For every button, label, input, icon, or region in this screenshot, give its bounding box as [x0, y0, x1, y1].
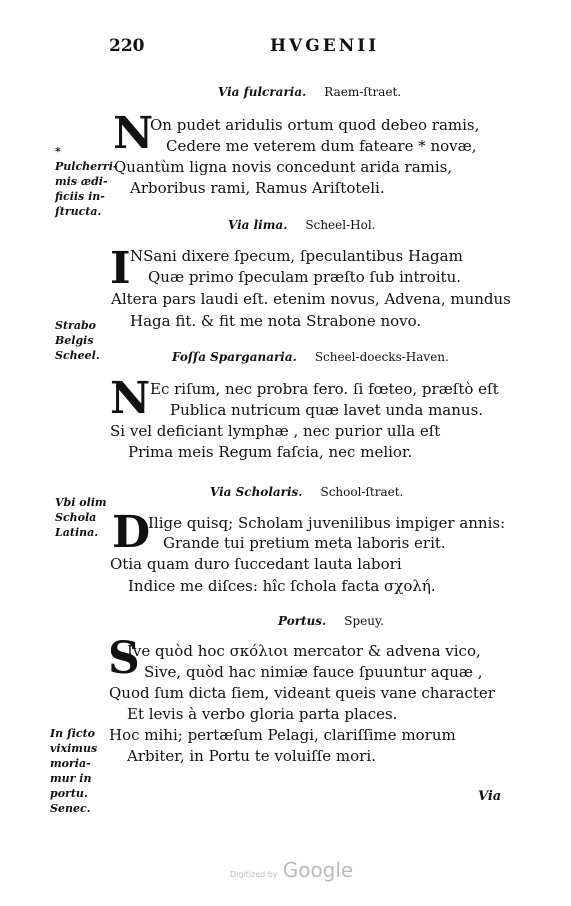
section-dutch-name: Speuy. — [344, 614, 384, 628]
verse-line: Quod ſum dicta ſiem, videant queis vane character — [109, 684, 495, 702]
section-heading — [278, 614, 384, 628]
margin-note: In ſicto viximus moria-mur in portu. Senec. — [50, 727, 98, 815]
verse-line: On pudet aridulis ortum quod debeo ramis, — [150, 116, 480, 134]
section-dutch-name: Raem-ſtraet. — [324, 85, 402, 99]
catchword: Via — [478, 789, 502, 804]
google-watermark — [230, 858, 353, 882]
running-title: HVGENII — [270, 36, 380, 56]
verse-line: Haga fit. & fit me nota Strabone novo. — [130, 312, 422, 330]
watermark-prefix: Digitized by — [230, 870, 278, 879]
section-latin-name: Via lima. — [228, 218, 288, 232]
margin-note: Vbi olim Schola Latina. — [55, 496, 107, 539]
section-latin-name: Via Scholaris. — [210, 485, 303, 499]
verse-line: Arboribus rami, Ramus Ariſtoteli. — [130, 179, 385, 197]
verse-line: NSani dixere ſpecum, ſpeculantibus Hagam — [130, 247, 463, 265]
verse-line: Altera pars laudi eſt. etenim novus, Advena, mundus — [111, 290, 511, 308]
verse-line: Otia quam duro ſuccedant lauta labori — [110, 555, 402, 573]
verse-line: Ive quòd hoc σκόλιοι mercator & advena vico, — [127, 642, 481, 660]
verse-line: Ilige quisq; Scholam juvenilibus impiger annis: — [148, 514, 506, 532]
verse-line: Cedere me veterem dum fateare * novæ, — [166, 137, 477, 155]
margin-note: * Pulcherri-mis ædi-ficiis in-ſtructa. — [55, 145, 118, 218]
drop-cap: I — [110, 243, 131, 294]
verse-line: Et levis à verbo gloria parta places. — [127, 705, 398, 723]
section-dutch-name: Scheel-doecks-Haven. — [314, 350, 449, 364]
drop-cap: N — [110, 373, 151, 424]
verse-line: Sive, quòd hac nimiæ fauce ſpuuntur aquæ , — [144, 663, 483, 681]
verse-line: Hoc mihi; pertæſum Pelagi, clariſſime morum — [109, 726, 456, 744]
section-latin-name: Portus. — [278, 614, 327, 628]
verse-line: Quantùm ligna novis concedunt arida ramis, — [114, 158, 453, 176]
drop-cap: N — [113, 108, 154, 159]
drop-cap: S — [108, 633, 140, 684]
section-heading — [172, 350, 449, 364]
section-latin-name: Via fulcraria. — [218, 85, 307, 99]
verse-line: Indice me diſces: hîc ſchola facta σχολή. — [128, 577, 436, 595]
margin-note: Strabo Belgis Scheel. — [55, 319, 100, 362]
verse-line: Si vel deficiant lymphæ , nec purior ulla eſt — [110, 422, 441, 440]
section-dutch-name: Scheel-Hol. — [305, 218, 376, 232]
section-dutch-name: School-ſtraet. — [320, 485, 404, 499]
section-heading — [218, 85, 401, 99]
section-heading — [210, 485, 403, 499]
verse-line: Grande tui pretium meta laboris erit. — [163, 534, 446, 552]
verse-line: Arbiter, in Portu te voluiſſe mori. — [127, 747, 376, 765]
drop-cap: D — [112, 507, 151, 558]
page-number: 220 — [109, 36, 145, 56]
section-heading — [228, 218, 376, 232]
verse-line: Ec riſum, nec probra fero. ſi fœteo, præſtò eſt — [150, 380, 499, 398]
verse-line: Quæ primo ſpeculam præſto ſub introitu. — [148, 268, 462, 286]
watermark-logo: Google — [282, 858, 354, 882]
section-latin-name: Foſſa Sparganaria. — [172, 350, 297, 364]
verse-line: Publica nutricum quæ lavet unda manus. — [170, 401, 484, 419]
verse-line: Prima meis Regum faſcia, nec melior. — [128, 443, 413, 461]
